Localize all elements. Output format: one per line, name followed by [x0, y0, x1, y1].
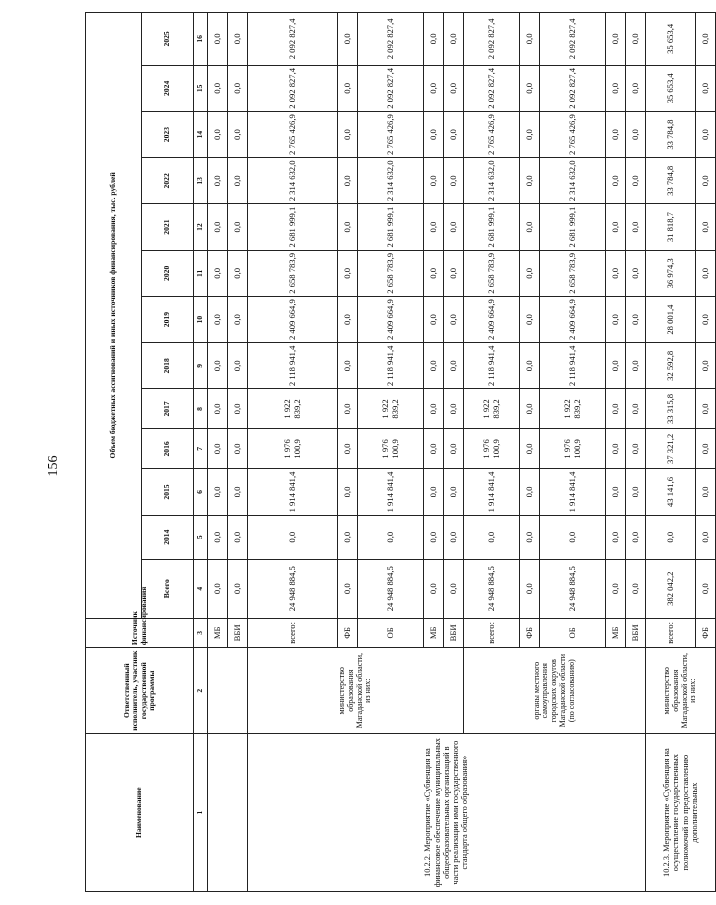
value-cell: 35 653,4 — [646, 65, 696, 111]
value-cell: 0,0 — [208, 158, 228, 204]
value-cell: 1 922 839,2 — [540, 389, 606, 429]
col-number: 8 — [194, 389, 208, 429]
value-cell: 0,0 — [520, 429, 540, 469]
value-cell: 2 118 941,4 — [464, 343, 520, 389]
source-cell: ОБ — [358, 618, 424, 647]
value-cell: 0,0 — [606, 469, 626, 515]
value-cell: 1 914 841,4 — [248, 469, 338, 515]
value-cell: 0,0 — [338, 429, 358, 469]
value-cell: 0,0 — [228, 65, 248, 111]
value-cell: 0,0 — [228, 250, 248, 296]
value-cell: 0,0 — [338, 296, 358, 342]
value-cell: 0,0 — [444, 389, 464, 429]
source-cell: ВБИ — [444, 618, 464, 647]
table-row — [646, 13, 696, 892]
value-cell: 0,0 — [606, 250, 626, 296]
value-cell: 0,0 — [444, 158, 464, 204]
value-cell: 0,0 — [424, 559, 444, 618]
header-responsible: Ответственный исполнитель, участник государственной программы — [86, 648, 194, 734]
value-cell: 0,0 — [358, 515, 424, 559]
value-cell: 0,0 — [626, 111, 646, 157]
value-cell: 28 001,4 — [646, 296, 696, 342]
value-cell: 0,0 — [520, 559, 540, 618]
value-cell: 2 314 632,0 — [358, 158, 424, 204]
value-cell: 0,0 — [464, 515, 520, 559]
value-cell: 0,0 — [424, 65, 444, 111]
value-cell: 2 118 941,4 — [358, 343, 424, 389]
value-cell: 0,0 — [520, 158, 540, 204]
value-cell: 0,0 — [424, 389, 444, 429]
value-cell: 0,0 — [696, 250, 716, 296]
value-cell: 33 784,8 — [646, 158, 696, 204]
col-number: 13 — [194, 158, 208, 204]
value-cell: 2 681 999,1 — [464, 204, 520, 250]
value-cell: 0,0 — [444, 111, 464, 157]
value-cell: 0,0 — [338, 343, 358, 389]
value-cell: 0,0 — [208, 559, 228, 618]
value-cell: 2 118 941,4 — [248, 343, 338, 389]
value-cell: 0,0 — [520, 111, 540, 157]
value-cell: 1 914 841,4 — [464, 469, 520, 515]
value-cell: 0,0 — [606, 158, 626, 204]
source-cell: ВБИ — [228, 618, 248, 647]
value-cell: 24 948 884,5 — [540, 559, 606, 618]
value-cell: 0,0 — [424, 429, 444, 469]
source-cell: всего: — [464, 618, 520, 647]
value-cell: 0,0 — [424, 13, 444, 66]
value-cell: 0,0 — [626, 13, 646, 66]
value-cell: 0,0 — [338, 158, 358, 204]
value-cell: 2 681 999,1 — [248, 204, 338, 250]
value-cell: 35 653,4 — [646, 13, 696, 66]
value-cell: 0,0 — [228, 389, 248, 429]
col-number: 15 — [194, 65, 208, 111]
column-numbers-row — [194, 13, 208, 892]
header-total: Всего — [142, 559, 194, 618]
value-cell: 0,0 — [626, 559, 646, 618]
header-source: Источник финансирования — [86, 618, 194, 647]
value-cell: 0,0 — [606, 65, 626, 111]
value-cell: 0,0 — [338, 469, 358, 515]
value-cell: 33 784,8 — [646, 111, 696, 157]
value-cell: 0,0 — [424, 515, 444, 559]
value-cell: 0,0 — [626, 389, 646, 429]
value-cell: 0,0 — [696, 13, 716, 66]
value-cell: 0,0 — [696, 469, 716, 515]
value-cell: 0,0 — [606, 515, 626, 559]
name-cell-continued — [208, 734, 248, 892]
source-cell: ФБ — [696, 618, 716, 647]
value-cell: 0,0 — [444, 343, 464, 389]
value-cell: 0,0 — [520, 65, 540, 111]
col-number: 6 — [194, 469, 208, 515]
measure-10-2-3-name: 10.2.3. Мероприятие «Субвенция на осуществление государственных полномочий по предоставлению дополнительных — [646, 734, 716, 892]
value-cell: 0,0 — [606, 559, 626, 618]
value-cell: 0,0 — [208, 250, 228, 296]
value-cell: 0,0 — [696, 389, 716, 429]
source-cell: всего: — [248, 618, 338, 647]
value-cell: 0,0 — [626, 469, 646, 515]
source-cell: ФБ — [338, 618, 358, 647]
value-cell: 2 092 827,4 — [358, 13, 424, 66]
value-cell: 2 765 426,9 — [464, 111, 520, 157]
value-cell: 0,0 — [696, 111, 716, 157]
value-cell: 1 976 100,9 — [540, 429, 606, 469]
value-cell: 0,0 — [338, 65, 358, 111]
value-cell: 0,0 — [228, 158, 248, 204]
value-cell: 2 409 664,9 — [464, 296, 520, 342]
value-cell: 0,0 — [606, 296, 626, 342]
value-cell: 0,0 — [606, 111, 626, 157]
responsible-cell-continued — [208, 648, 248, 734]
value-cell: 0,0 — [696, 429, 716, 469]
value-cell: 0,0 — [208, 111, 228, 157]
value-cell: 2 092 827,4 — [464, 65, 520, 111]
value-cell: 0,0 — [606, 204, 626, 250]
value-cell: 0,0 — [424, 111, 444, 157]
header-year: 2015 — [142, 469, 194, 515]
value-cell: 0,0 — [228, 469, 248, 515]
header-name: Наименование — [86, 734, 194, 892]
col-number: 12 — [194, 204, 208, 250]
value-cell: 0,0 — [520, 250, 540, 296]
value-cell: 0,0 — [626, 296, 646, 342]
value-cell: 2 658 783,9 — [358, 250, 424, 296]
value-cell: 0,0 — [424, 469, 444, 515]
value-cell: 2 765 426,9 — [540, 111, 606, 157]
value-cell: 0,0 — [208, 469, 228, 515]
value-cell: 1 922 839,2 — [358, 389, 424, 429]
col-number: 2 — [194, 648, 208, 734]
source-cell: МБ — [606, 618, 626, 647]
value-cell: 0,0 — [338, 389, 358, 429]
value-cell: 0,0 — [338, 515, 358, 559]
source-cell: ОБ — [540, 618, 606, 647]
value-cell: 1 922 839,2 — [464, 389, 520, 429]
value-cell: 2 658 783,9 — [464, 250, 520, 296]
col-number: 3 — [194, 618, 208, 647]
value-cell: 1 922 839,2 — [248, 389, 338, 429]
value-cell: 0,0 — [228, 111, 248, 157]
value-cell: 0,0 — [520, 343, 540, 389]
value-cell: 0,0 — [444, 204, 464, 250]
value-cell: 0,0 — [444, 296, 464, 342]
col-number: 5 — [194, 515, 208, 559]
value-cell: 0,0 — [520, 389, 540, 429]
value-cell: 2 092 827,4 — [248, 13, 338, 66]
value-cell: 0,0 — [626, 515, 646, 559]
col-number: 14 — [194, 111, 208, 157]
value-cell: 0,0 — [208, 389, 228, 429]
value-cell: 0,0 — [696, 296, 716, 342]
value-cell: 2 409 664,9 — [248, 296, 338, 342]
value-cell: 1 914 841,4 — [540, 469, 606, 515]
value-cell: 31 818,7 — [646, 204, 696, 250]
col-number: 11 — [194, 250, 208, 296]
responsible-local-government: органы местного самоуправления городских округов Магаданской области (по согласованию) — [464, 648, 646, 734]
value-cell: 0,0 — [444, 559, 464, 618]
value-cell: 0,0 — [444, 13, 464, 66]
value-cell: 0,0 — [646, 515, 696, 559]
value-cell: 2 314 632,0 — [540, 158, 606, 204]
value-cell: 24 948 884,5 — [248, 559, 338, 618]
responsible-ministry-2: министерство образования Магаданской области, из них: — [646, 648, 716, 734]
value-cell: 2 314 632,0 — [248, 158, 338, 204]
col-number: 1 — [194, 734, 208, 892]
value-cell: 0,0 — [208, 65, 228, 111]
source-cell: МБ — [424, 618, 444, 647]
value-cell: 0,0 — [228, 343, 248, 389]
value-cell: 2 092 827,4 — [540, 65, 606, 111]
value-cell: 0,0 — [696, 515, 716, 559]
value-cell: 0,0 — [208, 343, 228, 389]
header-year: 2016 — [142, 429, 194, 469]
value-cell: 0,0 — [208, 296, 228, 342]
col-number: 7 — [194, 429, 208, 469]
value-cell: 0,0 — [696, 65, 716, 111]
value-cell: 0,0 — [424, 296, 444, 342]
value-cell: 0,0 — [520, 204, 540, 250]
value-cell: 0,0 — [424, 250, 444, 296]
value-cell: 0,0 — [228, 429, 248, 469]
value-cell: 382 042,2 — [646, 559, 696, 618]
col-number: 10 — [194, 296, 208, 342]
value-cell: 33 315,8 — [646, 389, 696, 429]
value-cell: 0,0 — [606, 389, 626, 429]
value-cell: 2 092 827,4 — [358, 65, 424, 111]
value-cell: 0,0 — [208, 204, 228, 250]
value-cell: 0,0 — [338, 250, 358, 296]
value-cell: 0,0 — [520, 13, 540, 66]
header-year: 2025 — [142, 13, 194, 66]
value-cell: 37 321,2 — [646, 429, 696, 469]
value-cell: 1 976 100,9 — [464, 429, 520, 469]
value-cell: 0,0 — [208, 13, 228, 66]
value-cell: 24 948 884,5 — [464, 559, 520, 618]
value-cell: 0,0 — [424, 343, 444, 389]
col-number: 9 — [194, 343, 208, 389]
source-cell: ФБ — [520, 618, 540, 647]
header-year: 2018 — [142, 343, 194, 389]
value-cell: 0,0 — [696, 559, 716, 618]
header-year: 2014 — [142, 515, 194, 559]
responsible-ministry: министерство образования Магаданской области, из них: — [248, 648, 464, 734]
value-cell: 0,0 — [338, 111, 358, 157]
value-cell: 2 409 664,9 — [358, 296, 424, 342]
value-cell: 0,0 — [424, 204, 444, 250]
value-cell: 0,0 — [696, 158, 716, 204]
value-cell: 2 409 664,9 — [540, 296, 606, 342]
value-cell: 0,0 — [606, 343, 626, 389]
value-cell: 0,0 — [520, 296, 540, 342]
value-cell: 0,0 — [208, 429, 228, 469]
value-cell: 0,0 — [520, 469, 540, 515]
value-cell: 0,0 — [444, 250, 464, 296]
value-cell: 0,0 — [626, 250, 646, 296]
value-cell: 0,0 — [540, 515, 606, 559]
value-cell: 0,0 — [338, 13, 358, 66]
value-cell: 0,0 — [444, 515, 464, 559]
table-row — [248, 13, 338, 892]
header-year: 2023 — [142, 111, 194, 157]
value-cell: 0,0 — [520, 515, 540, 559]
value-cell: 0,0 — [424, 158, 444, 204]
value-cell: 0,0 — [228, 204, 248, 250]
value-cell: 0,0 — [626, 158, 646, 204]
value-cell: 2 765 426,9 — [248, 111, 338, 157]
value-cell: 0,0 — [208, 515, 228, 559]
source-cell: МБ — [208, 618, 228, 647]
value-cell: 0,0 — [444, 65, 464, 111]
value-cell: 0,0 — [338, 204, 358, 250]
value-cell: 2 681 999,1 — [358, 204, 424, 250]
value-cell: 0,0 — [228, 515, 248, 559]
col-number: 4 — [194, 559, 208, 618]
value-cell: 0,0 — [444, 469, 464, 515]
col-number: 16 — [194, 13, 208, 66]
value-cell: 43 141,6 — [646, 469, 696, 515]
value-cell: 32 592,8 — [646, 343, 696, 389]
table-body — [208, 13, 716, 892]
value-cell: 1 976 100,9 — [248, 429, 338, 469]
value-cell: 1 914 841,4 — [358, 469, 424, 515]
value-cell: 2 092 827,4 — [248, 65, 338, 111]
source-cell: ВБИ — [626, 618, 646, 647]
value-cell: 2 118 941,4 — [540, 343, 606, 389]
value-cell: 0,0 — [228, 559, 248, 618]
measure-10-2-2-name: 10.2.2. Мероприятие «Субвенция на финансовое обеспечение муниципальных общеобразовательных организаций в части реализации ими государственного стандарта общего образования» — [248, 734, 646, 892]
value-cell: 0,0 — [228, 13, 248, 66]
value-cell: 2 092 827,4 — [464, 13, 520, 66]
header-year: 2020 — [142, 250, 194, 296]
value-cell: 0,0 — [338, 559, 358, 618]
value-cell: 0,0 — [444, 429, 464, 469]
source-cell: всего: — [646, 618, 696, 647]
value-cell: 0,0 — [626, 429, 646, 469]
rotated-table-wrapper — [85, 12, 710, 892]
value-cell: 2 681 999,1 — [540, 204, 606, 250]
header-year: 2022 — [142, 158, 194, 204]
value-cell: 0,0 — [696, 204, 716, 250]
value-cell: 24 948 884,5 — [358, 559, 424, 618]
value-cell: 0,0 — [248, 515, 338, 559]
value-cell: 2 658 783,9 — [540, 250, 606, 296]
value-cell: 2 765 426,9 — [358, 111, 424, 157]
value-cell: 2 092 827,4 — [540, 13, 606, 66]
value-cell: 0,0 — [606, 13, 626, 66]
value-cell: 0,0 — [626, 65, 646, 111]
value-cell: 1 976 100,9 — [358, 429, 424, 469]
value-cell: 2 658 783,9 — [248, 250, 338, 296]
header-amount-group: Объем бюджетных ассигнований и иных источников финансирования, тыс. рублей — [86, 13, 142, 619]
value-cell: 2 314 632,0 — [464, 158, 520, 204]
value-cell: 0,0 — [606, 429, 626, 469]
header-year: 2019 — [142, 296, 194, 342]
value-cell: 0,0 — [626, 204, 646, 250]
header-year: 2021 — [142, 204, 194, 250]
value-cell: 0,0 — [228, 296, 248, 342]
page-number: 156 — [46, 455, 61, 477]
table-row — [208, 13, 228, 892]
value-cell: 0,0 — [696, 343, 716, 389]
header-year: 2024 — [142, 65, 194, 111]
header-year: 2017 — [142, 389, 194, 429]
budget-table — [85, 12, 716, 892]
value-cell: 0,0 — [626, 343, 646, 389]
value-cell: 36 974,3 — [646, 250, 696, 296]
